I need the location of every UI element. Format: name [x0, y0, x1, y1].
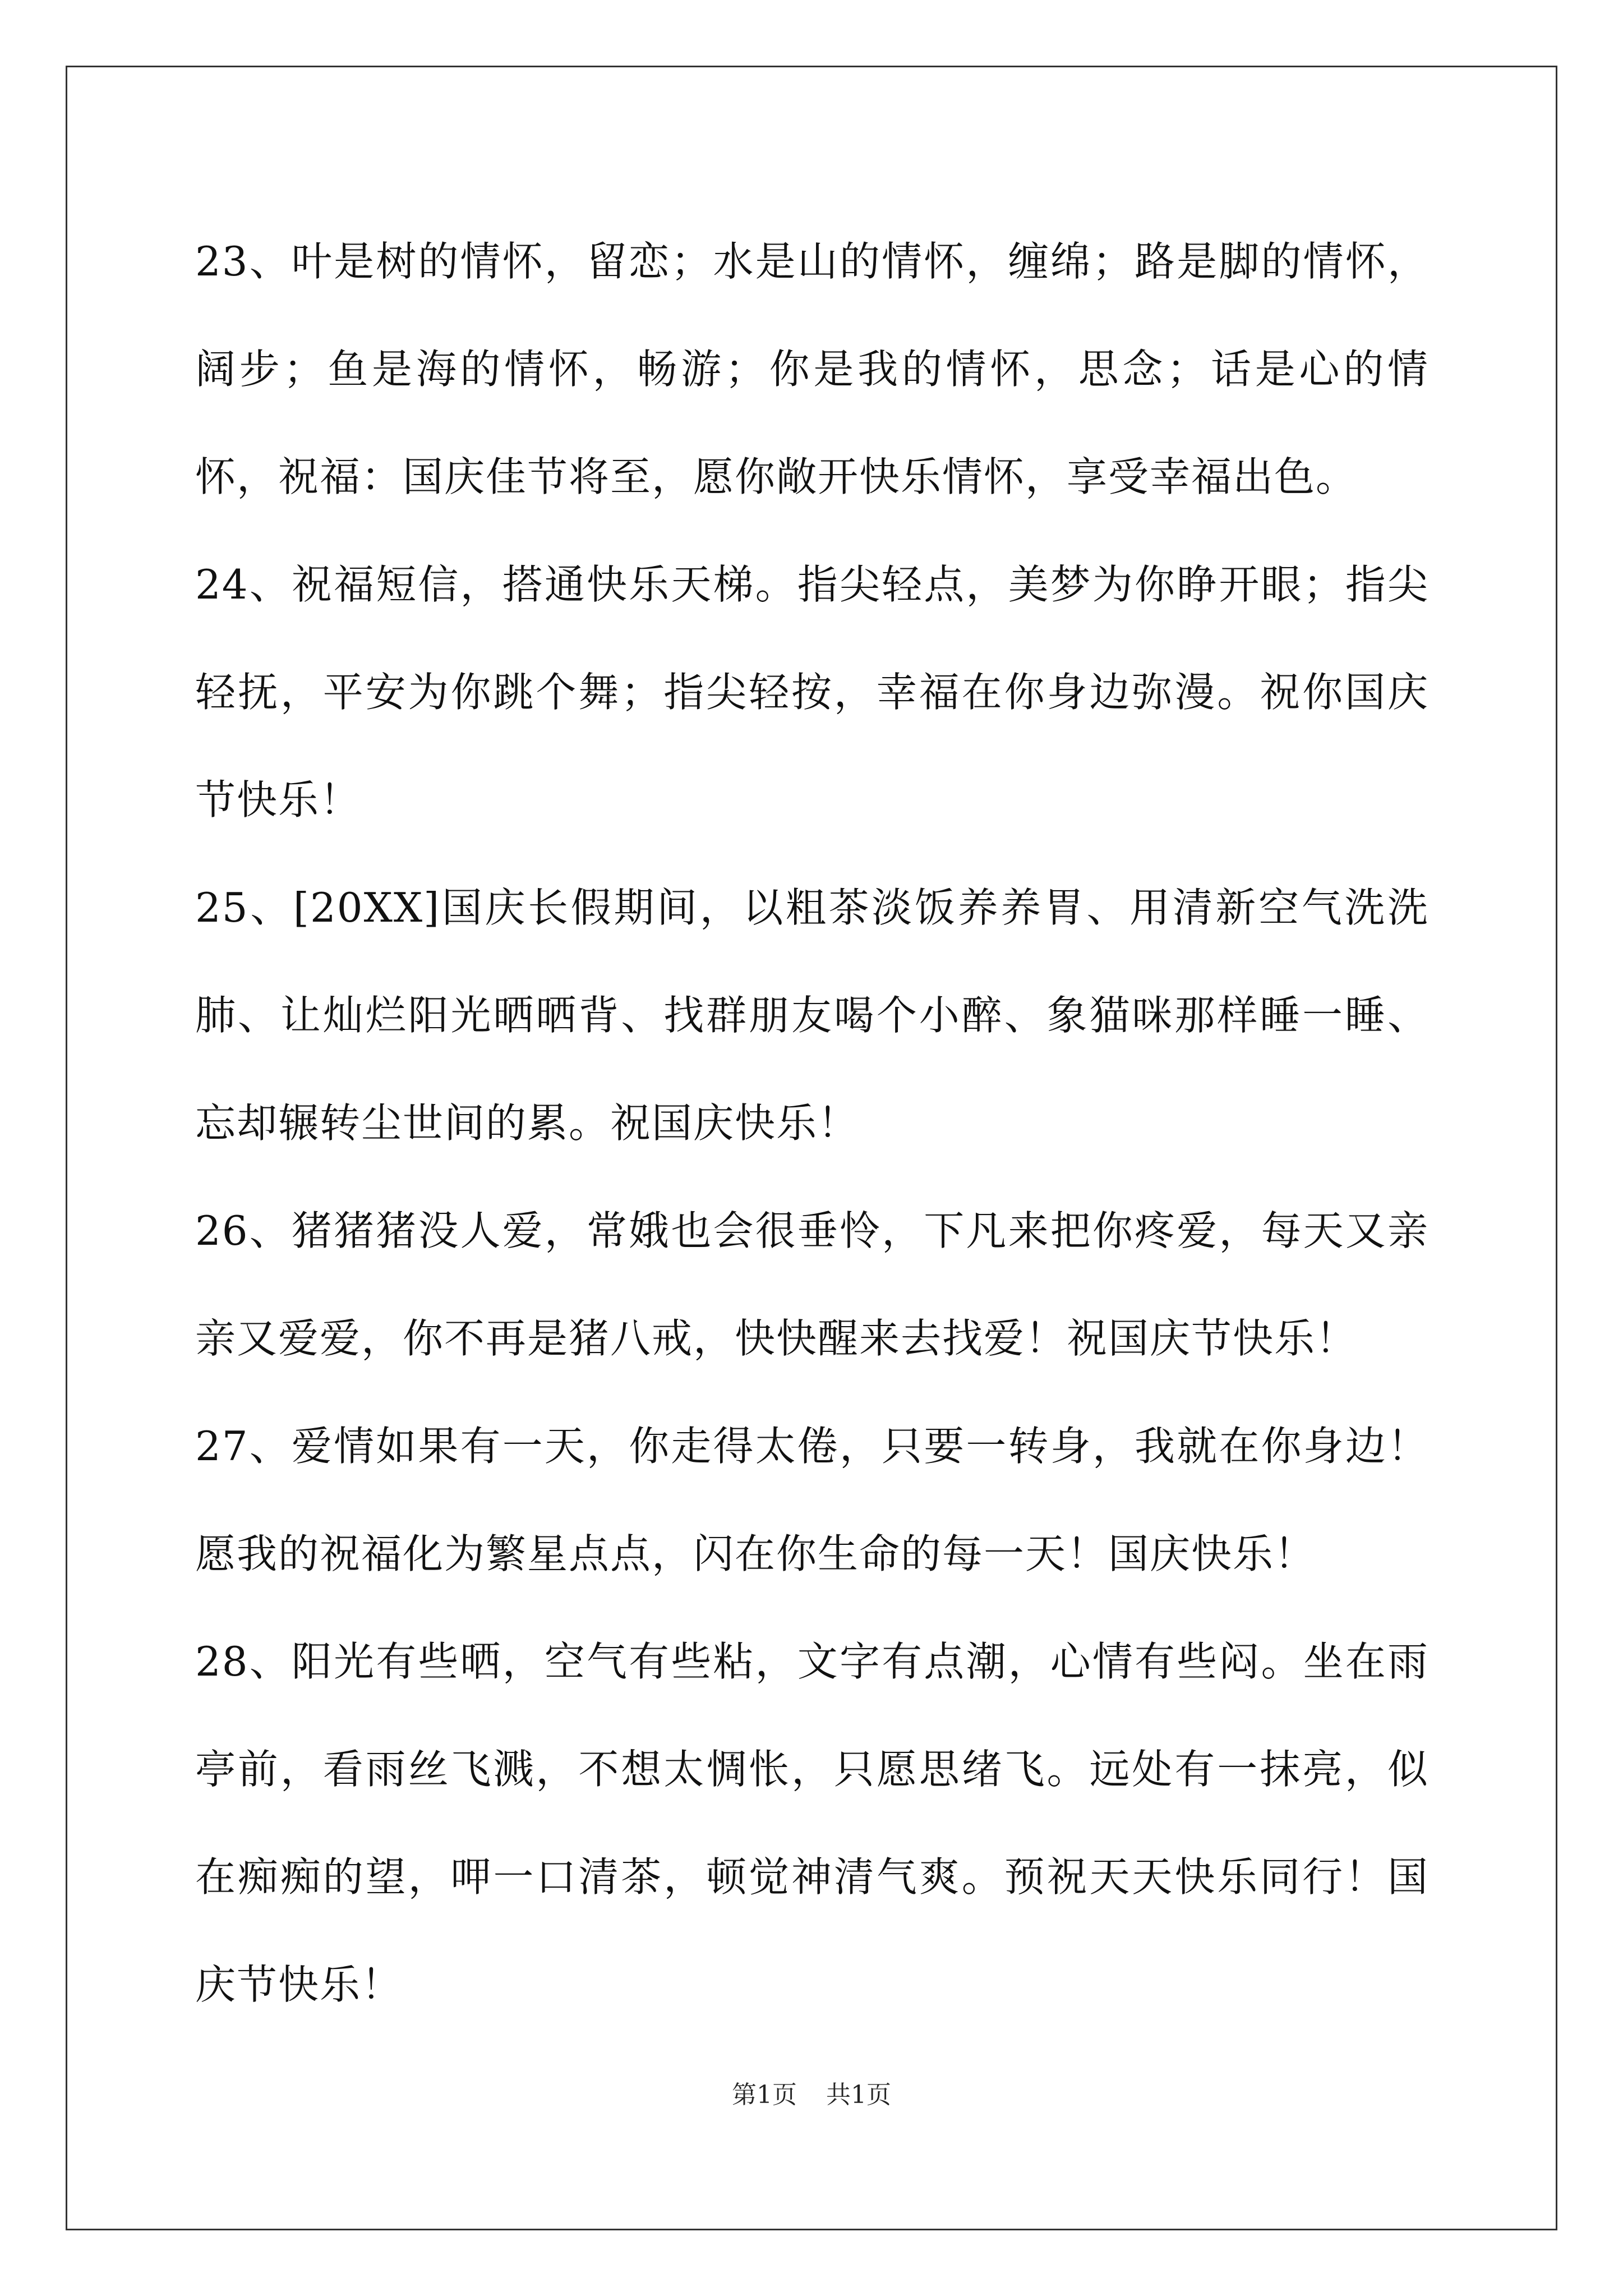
document-body	[195, 208, 1429, 2039]
paragraph-27: 27、爱情如果有一天，你走得太倦，只要一转身，我就在你身边！愿我的祝福化为繁星点点，闪在你生命的每一天！国庆快乐！	[195, 1423, 1429, 1577]
paragraph-24: 24、祝福短信，搭通快乐天梯。指尖轻点，美梦为你睁开眼；指尖轻抚，平安为你跳个舞；指尖轻按，幸福在你身边弥漫。祝你国庆节快乐！	[195, 561, 1429, 823]
page-total: 共1页	[826, 2081, 891, 2109]
paragraph-23: 23、叶是树的情怀，留恋；水是山的情怀，缠绵；路是脚的情怀，阔步；鱼是海的情怀，畅游；你是我的情怀，思念；话是心的情怀，祝福：国庆佳节将至，愿你敞开快乐情怀，享受幸福出色。	[195, 238, 1429, 500]
paragraph-25: 25、[20XX]国庆长假期间，以粗茶淡饭养养胃、用清新空气洗洗肺、让灿烂阳光晒晒背、找群朋友喝个小醉、象猫咪那样睡一睡、忘却辗转尘世间的累。祝国庆快乐！	[195, 884, 1429, 1147]
paragraph-28: 28、阳光有些晒，空气有些粘，文字有点潮，心情有些闷。坐在雨亭前，看雨丝飞溅，不想太惆怅，只愿思绪飞。远处有一抹亮，似在痴痴的望，呷一口清茶，顿觉神清气爽。预祝天天快乐同行！国庆节快乐！	[195, 1638, 1429, 2008]
page-footer	[0, 2078, 1623, 2112]
paragraph-26: 26、猪猪猪没人爱，常娥也会很垂怜，下凡来把你疼爱，每天又亲亲又爱爱，你不再是猪八戒，快快醒来去找爱！祝国庆节快乐！	[195, 1207, 1429, 1362]
page-number: 第1页	[732, 2081, 797, 2109]
